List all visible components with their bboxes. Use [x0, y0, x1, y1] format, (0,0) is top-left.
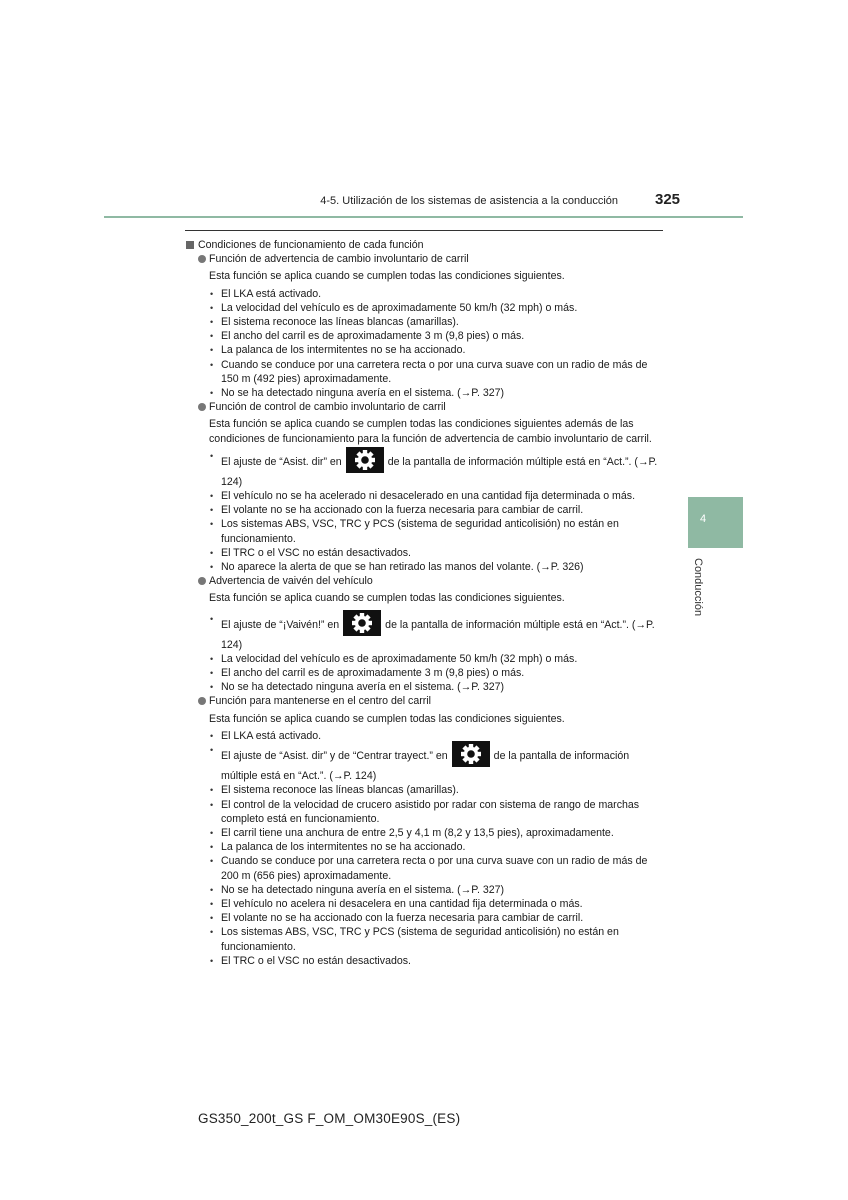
- condition-item: • El LKA está activado.: [221, 287, 661, 301]
- page-number: 325: [655, 191, 681, 208]
- subsection-heading: [185, 574, 661, 588]
- circle-bullet-icon: [198, 577, 206, 585]
- square-bullet-icon: [186, 241, 194, 249]
- header-rule: [104, 216, 743, 218]
- subsection-intro: Esta función se aplica cuando se cumplen todas las condiciones siguientes.: [209, 270, 565, 283]
- chapter-tab[interactable]: [688, 497, 743, 548]
- condition-item: [221, 743, 661, 783]
- subsection-heading: [185, 400, 661, 414]
- gear-icon: [346, 447, 384, 473]
- condition-item: • El TRC o el VSC no están desactivados.: [221, 954, 661, 968]
- circle-bullet-icon: [198, 697, 206, 705]
- condition-item: • La velocidad del vehículo es de aproximadamente 50 km/h (32 mph) o más.: [221, 301, 661, 315]
- condition-list: [185, 612, 661, 695]
- condition-item: • El LKA está activado.: [221, 729, 661, 743]
- subsection-intro: Esta función se aplica cuando se cumplen todas las condiciones siguientes.: [209, 712, 565, 725]
- section-title: Condiciones de funcionamiento de cada función: [198, 239, 424, 251]
- subsection-title: Función de advertencia de cambio involuntario de carril: [209, 253, 469, 266]
- gear-icon: [343, 610, 381, 636]
- header-title: 4-5. Utilización de los sistemas de asistencia a la conducción: [320, 195, 618, 207]
- condition-item: • El carril tiene una anchura de entre 2,5 y 4,1 m (8,2 y 13,5 pies), aproximadamente.: [221, 826, 661, 840]
- section-heading: [185, 238, 661, 252]
- chapter-number: 4: [700, 513, 707, 525]
- subsection-heading: [185, 252, 661, 266]
- condition-list: [185, 449, 661, 574]
- condition-text: El ajuste de “¡Vaivén!” en: [221, 618, 340, 631]
- condition-text: de la pantalla de información múltiple está en “Act.”. (→P. 124): [221, 749, 630, 783]
- document-code: GS350_200t_GS F_OM_OM30E90S_(ES): [198, 1111, 461, 1126]
- subsection-title: Función para mantenerse en el centro del carril: [209, 695, 431, 708]
- condition-item: • El sistema reconoce las líneas blancas (amarillas).: [221, 783, 661, 797]
- chapter-label: Conducción: [692, 558, 704, 617]
- condition-list: [185, 287, 661, 401]
- condition-item: • El volante no se ha accionado con la fuerza necesaria para cambiar de carril.: [221, 503, 661, 517]
- condition-item: • La palanca de los intermitentes no se ha accionado.: [221, 343, 661, 357]
- condition-item: • No aparece la alerta de que se han retirado las manos del volante. (→P. 326): [221, 560, 661, 574]
- circle-bullet-icon: [198, 403, 206, 411]
- condition-text: de la pantalla de información múltiple está en “Act.”. (→P. 124): [221, 455, 658, 488]
- condition-item: • Los sistemas ABS, VSC, TRC y PCS (sistema de seguridad anticolisión) no están en funcionamiento.: [221, 925, 661, 953]
- condition-item: • La velocidad del vehículo es de aproximadamente 50 km/h (32 mph) o más.: [221, 652, 661, 666]
- condition-item: [221, 612, 661, 652]
- condition-item: • No se ha detectado ninguna avería en el sistema. (→P. 327): [221, 386, 661, 400]
- condition-item: • El sistema reconoce las líneas blancas (amarillas).: [221, 315, 661, 329]
- condition-text: El ajuste de “Asist. dir” en: [221, 455, 342, 468]
- condition-item: • El control de la velocidad de crucero asistido por radar con sistema de rango de marchas completo está en funcionamiento.: [221, 798, 661, 826]
- page-content: [185, 238, 661, 968]
- condition-item: • Los sistemas ABS, VSC, TRC y PCS (sistema de seguridad anticolisión) no están en funcionamiento.: [221, 517, 661, 545]
- gear-icon: [452, 741, 490, 767]
- subsection-intro: Esta función se aplica cuando se cumplen todas las condiciones siguientes además de las condiciones de funcionamiento para la función de advertencia de cambio involuntario de carril.: [209, 418, 652, 445]
- condition-text: El ajuste de “Asist. dir” y de “Centrar trayect.” en: [221, 749, 448, 762]
- condition-item: • Cuando se conduce por una carretera recta o por una curva suave con un radio de más de 200 m (656 pies) aproximadamente.: [221, 854, 661, 882]
- condition-item: [221, 449, 661, 489]
- circle-bullet-icon: [198, 255, 206, 263]
- condition-item: • El ancho del carril es de aproximadamente 3 m (9,8 pies) o más.: [221, 666, 661, 680]
- condition-item: • El volante no se ha accionado con la fuerza necesaria para cambiar de carril.: [221, 911, 661, 925]
- condition-item: • No se ha detectado ninguna avería en el sistema. (→P. 327): [221, 883, 661, 897]
- subsection-title: Advertencia de vaivén del vehículo: [209, 575, 373, 588]
- subsection-intro: Esta función se aplica cuando se cumplen todas las condiciones siguientes.: [209, 592, 565, 605]
- condition-item: • El vehículo no se ha acelerado ni desacelerado en una cantidad fija determinada o más.: [221, 489, 661, 503]
- condition-text: de la pantalla de información múltiple está en “Act.”. (→P. 124): [221, 618, 655, 651]
- condition-item: • El vehículo no acelera ni desacelera en una cantidad fija determinada o más.: [221, 897, 661, 911]
- condition-item: • Cuando se conduce por una carretera recta o por una curva suave con un radio de más de 150 m (492 pies) aproximadamente.: [221, 358, 661, 386]
- subsection-title: Función de control de cambio involuntario de carril: [209, 401, 446, 414]
- condition-item: • No se ha detectado ninguna avería en el sistema. (→P. 327): [221, 680, 661, 694]
- subsection-heading: [185, 694, 661, 708]
- condition-item: • El TRC o el VSC no están desactivados.: [221, 546, 661, 560]
- subsection-list: [185, 252, 661, 968]
- condition-item: • La palanca de los intermitentes no se ha accionado.: [221, 840, 661, 854]
- condition-item: • El ancho del carril es de aproximadamente 3 m (9,8 pies) o más.: [221, 329, 661, 343]
- condition-list: [185, 729, 661, 968]
- content-rule: [185, 230, 663, 231]
